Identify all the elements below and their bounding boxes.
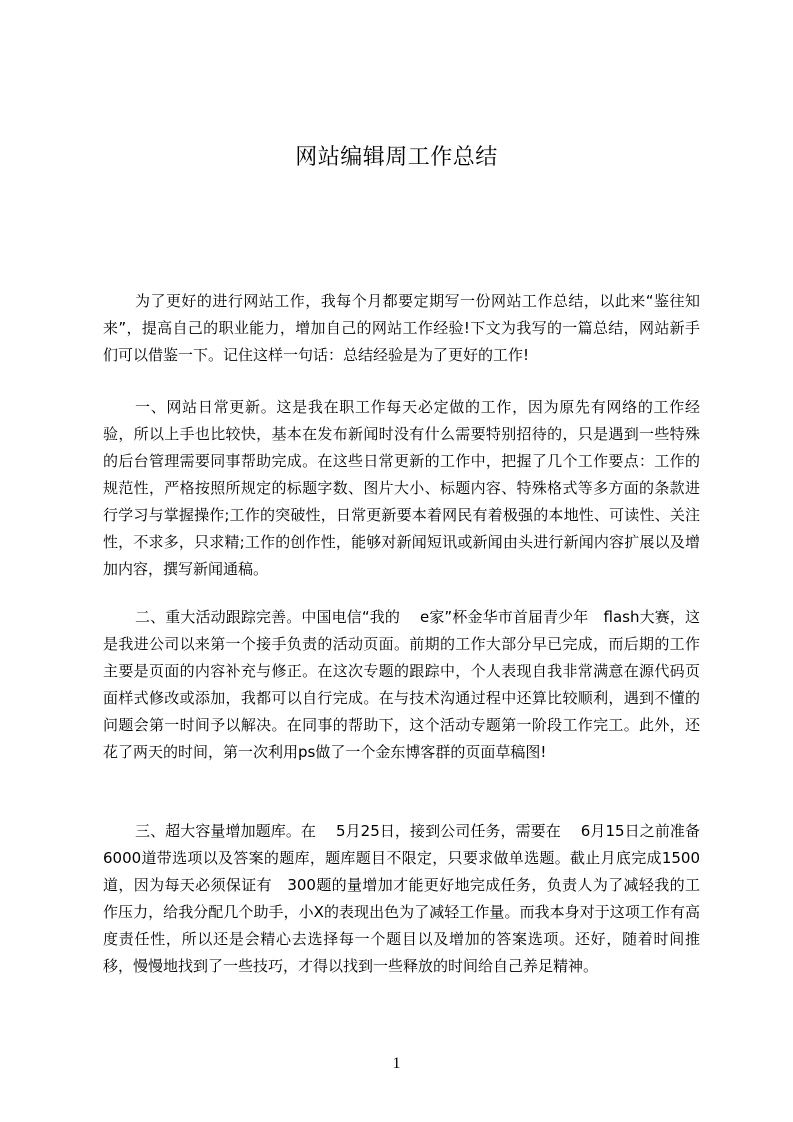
paragraph-daily-update: 一、网站日常更新。这是我在职工作每天必定做的工作，因为原先有网络的工作经验，所以上手也比较快，基本在发布新闻时没有什么需要特别招待的，只是遇到一些特殊的后台管理需要同事帮助完成。在这些日常更新的工作中，把握了几个工作要点：工作的规范性，严格按照所规定的标题字数、图片大小、标题内容、特殊格式等多方面的条款进行学习与掌握操作;工作的突破性，日常更新要本着网民有着极强的本地性、可读性、关注性，不求多，只求精;工作的创作性，能够对新闻短讯或新闻由头进行新闻内容扩展以及增加内容，撰写新闻通稿。 (103, 398, 700, 578)
paragraph-intro: 为了更好的进行网站工作，我每个月都要定期写一份网站工作总结，以此来“鉴往知来”，提高自己的职业能力，增加自己的网站工作经验!下文为我写的一篇总结，网站新手们可以借鉴一下。记住这样一句话：总结经验是为了更好的工作! (103, 292, 700, 364)
paragraph-question-bank: 三、超大容量增加题库。在 5月25日，接到公司任务，需要在 6月15日之前准备6000道带选项以及答案的题库，题库题目不限定，只要求做单选题。截止月底完成1500道，因为每天必须保证有 300题的量增加才能更好地完成任务，负责人为了减轻我的工作压力，给我分配几个助手，小X的表现出色为了减轻工作量。而我本身对于这项工作有高度责任性，所以还是会精心去选择每一个题目以及增加的答案选项。还好，随着时间推移，慢慢地找到了一些技巧，才得以找到一些释放的时间给自己养足精神。 (103, 822, 700, 975)
paragraph-major-event: 二、重大活动跟踪完善。中国电信“我的 e家”杯金华市首届青少年 flash大赛，这是我进公司以来第一个接手负责的活动页面。前期的工作大部分早已完成，而后期的工作主要是页面的内容补充与修正。在这次专题的跟踪中，个人表现自我非常满意在源代码页面样式修改或添加，我都可以自行完成。在与技术沟通过程中还算比较顺利，遇到不懂的问题会第一时间予以解决。在同事的帮助下，这个活动专题第一阶段工作完工。此外，还花了两天的时间，第一次利用ps做了一个金东博客群的页面草稿图! (103, 608, 700, 761)
document-title: 网站编辑周工作总结 (295, 145, 498, 170)
page-number: 1 (392, 1055, 401, 1072)
